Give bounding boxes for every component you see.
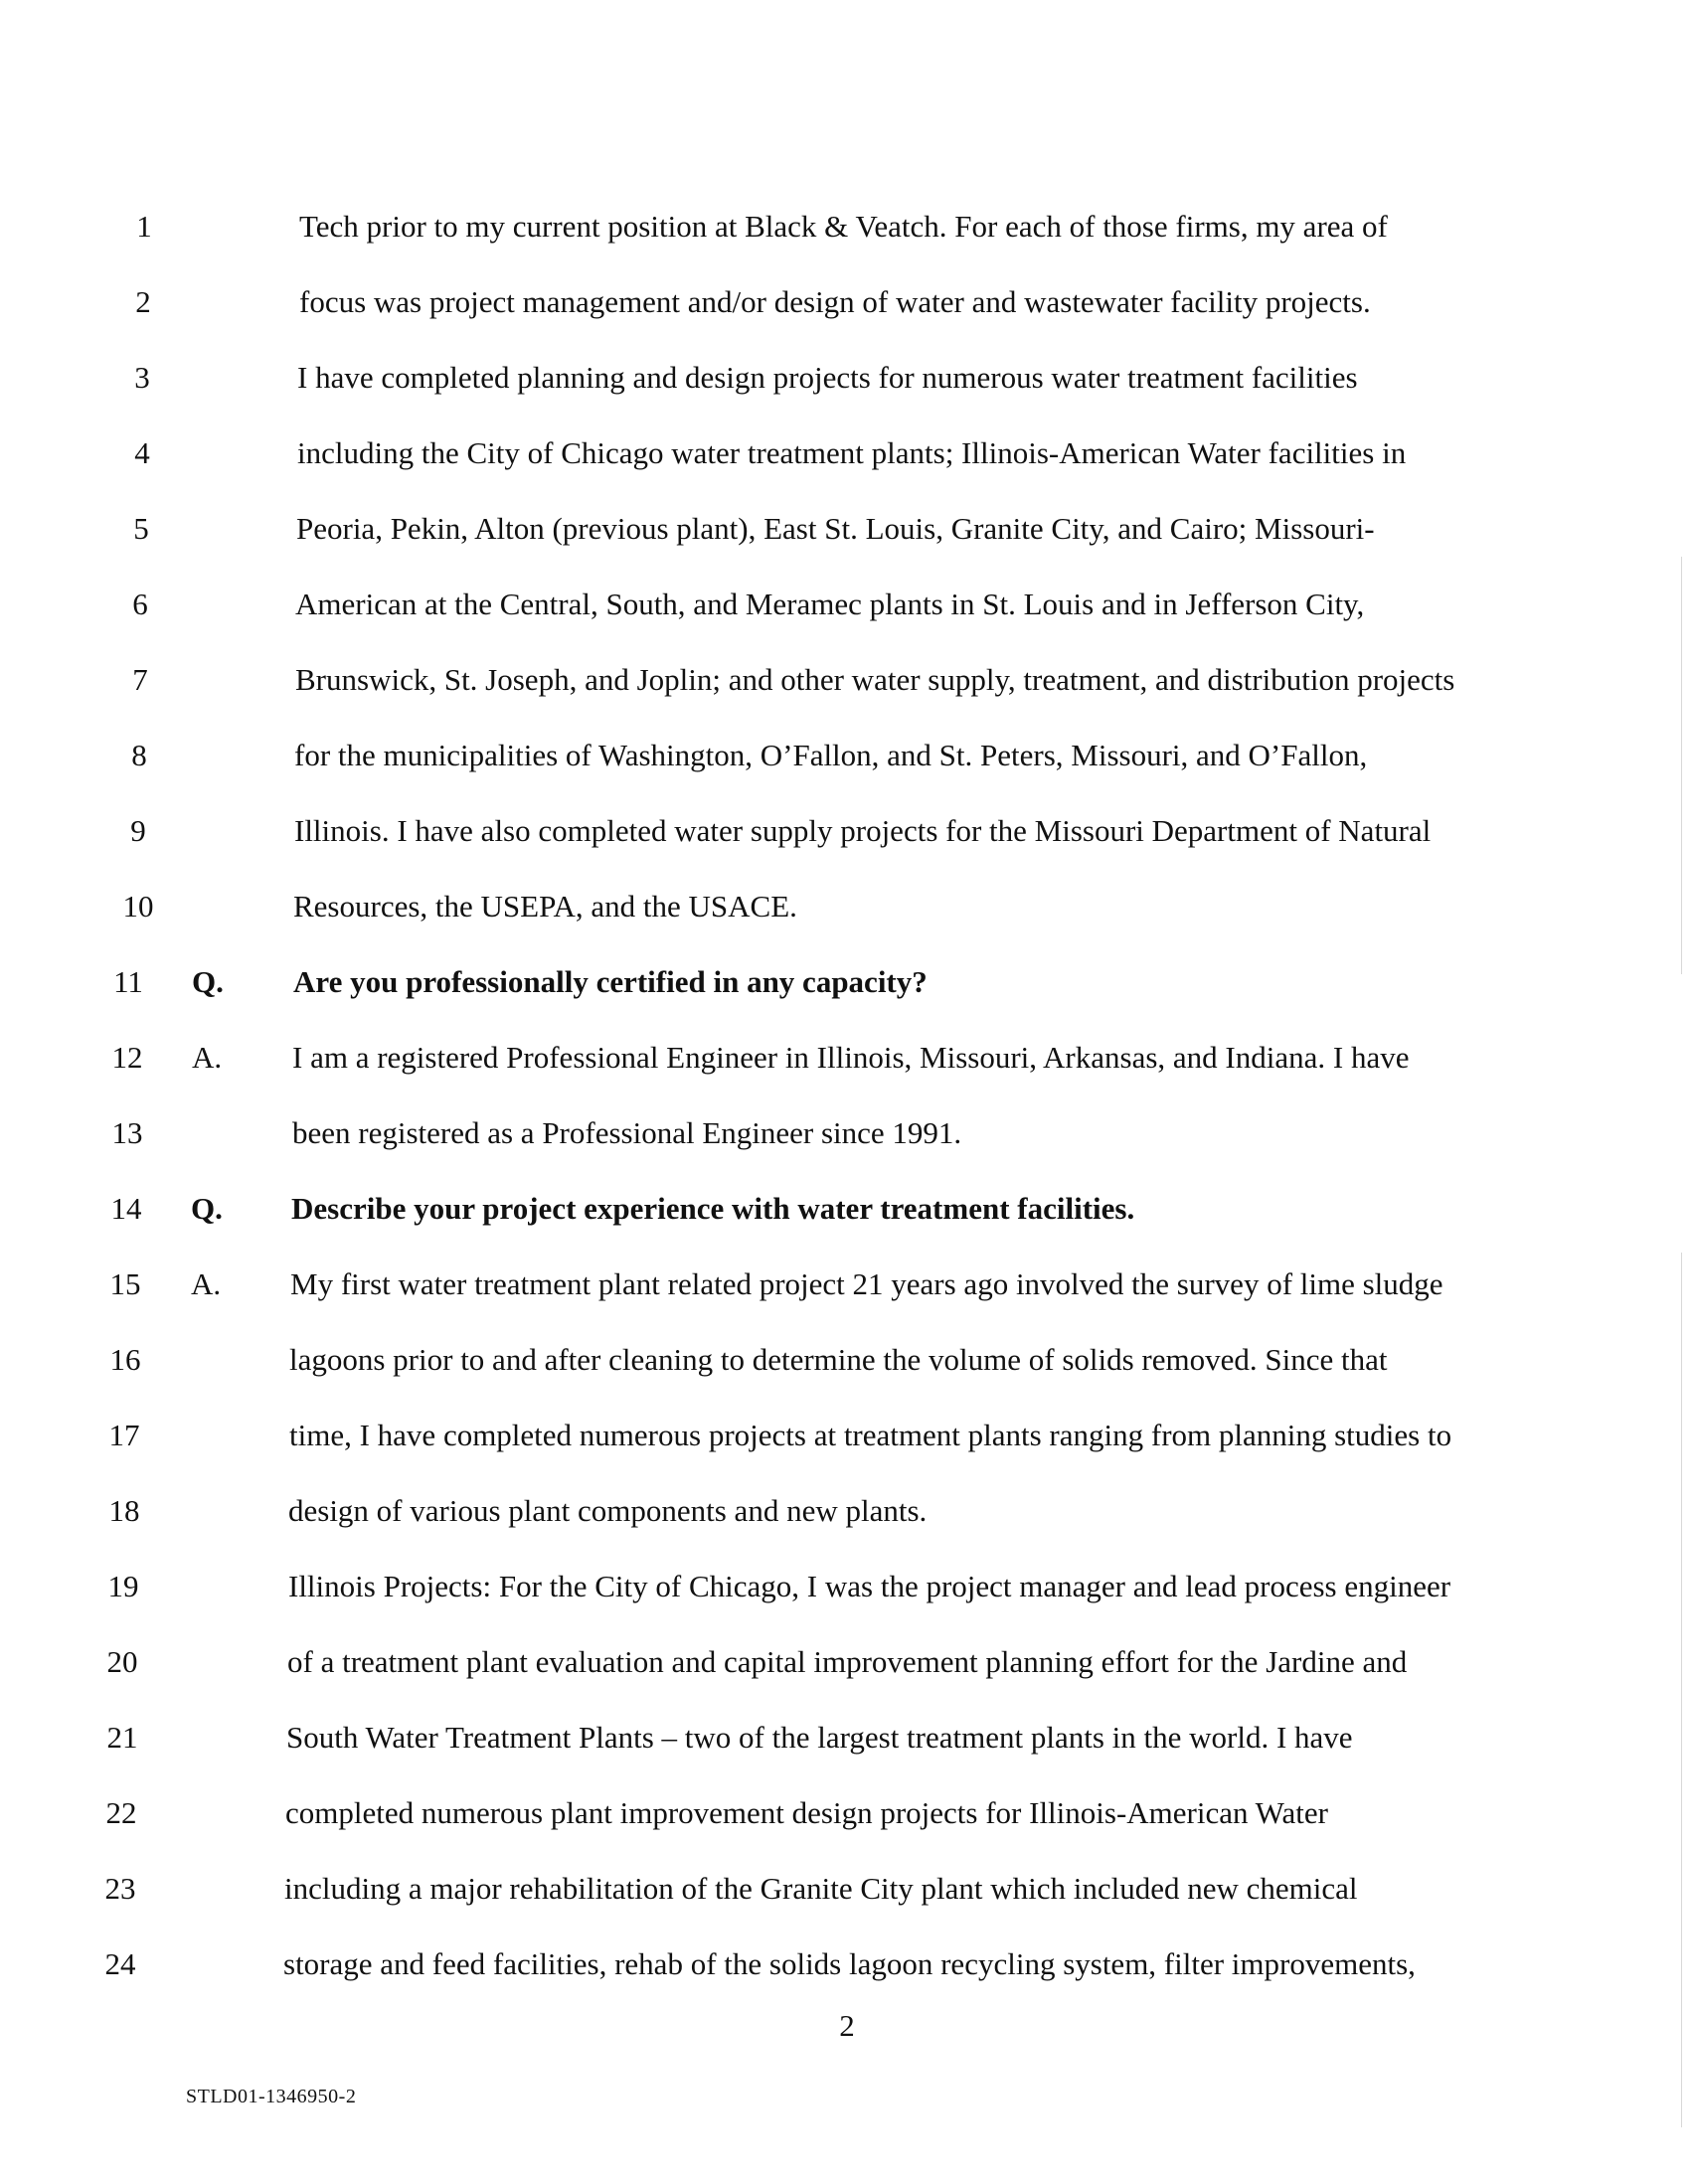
pleading-line-23: [0, 1851, 1694, 1927]
line-text: completed numerous plant improvement design projects for Illinois-American Water: [285, 1795, 1328, 1830]
line-number: 17: [108, 1418, 140, 1452]
line-text: I am a registered Professional Engineer in Illinois, Missouri, Arkansas, and Indiana. I have: [292, 1040, 1410, 1075]
line-text: My first water treatment plant related project 21 years ago involved the survey of lime sludge: [290, 1266, 1443, 1301]
line-text: South Water Treatment Plants – two of the largest treatment plants in the world. I have: [286, 1720, 1353, 1755]
qa-marker: A.: [192, 1040, 223, 1075]
line-text: Peoria, Pekin, Alton (previous plant), East St. Louis, Granite City, and Cairo; Missouri-: [296, 511, 1375, 546]
line-number: 24: [104, 1946, 136, 1981]
pleading-line-12: [0, 1020, 1694, 1095]
qa-marker: Q.: [191, 1191, 223, 1226]
line-text: focus was project management and/or design of water and wastewater facility projects.: [299, 284, 1371, 319]
pleading-line-7: [0, 642, 1694, 718]
line-number: 20: [106, 1644, 138, 1679]
pleading-line-2: [0, 264, 1694, 340]
line-number: 15: [109, 1266, 141, 1301]
line-number: 12: [111, 1040, 143, 1075]
pleading-line-24: [0, 1927, 1694, 2002]
line-text: I have completed planning and design projects for numerous water treatment facilities: [297, 360, 1358, 395]
pleading-line-11: [0, 944, 1694, 1020]
line-text: Are you professionally certified in any capacity?: [293, 964, 928, 999]
line-number: 2: [135, 284, 151, 319]
pleading-line-13: [0, 1095, 1694, 1171]
qa-marker: A.: [191, 1266, 222, 1301]
line-text: Resources, the USEPA, and the USACE.: [293, 889, 797, 924]
pleading-line-19: [0, 1549, 1694, 1624]
line-number: 14: [110, 1191, 142, 1226]
line-text: design of various plant components and new plants.: [288, 1493, 928, 1528]
line-text: for the municipalities of Washington, O’Fallon, and St. Peters, Missouri, and O’Fallon,: [294, 738, 1368, 772]
pleading-line-10: [0, 869, 1694, 944]
line-number: 8: [131, 738, 147, 772]
line-number: 13: [111, 1115, 143, 1150]
line-text: Describe your project experience with water treatment facilities.: [291, 1191, 1135, 1226]
pleading-line-16: [0, 1322, 1694, 1398]
line-number: 19: [107, 1569, 139, 1603]
line-text: Illinois Projects: For the City of Chicago, I was the project manager and lead process engineer: [288, 1569, 1451, 1603]
pleading-line-18: [0, 1473, 1694, 1549]
line-text: including a major rehabilitation of the Granite City plant which included new chemical: [284, 1871, 1358, 1906]
pleading-line-6: [0, 567, 1694, 642]
line-number: 21: [106, 1720, 138, 1755]
pleading-line-21: [0, 1700, 1694, 1775]
page-number: 2: [839, 2008, 855, 2043]
line-number: 3: [134, 360, 150, 395]
line-text: Tech prior to my current position at Black & Veatch. For each of those firms, my area of: [299, 209, 1388, 244]
pleading-line-14: [0, 1171, 1694, 1247]
line-text: storage and feed facilities, rehab of the solids lagoon recycling system, filter improvements,: [283, 1946, 1416, 1981]
line-text: of a treatment plant evaluation and capital improvement planning effort for the Jardine and: [287, 1644, 1408, 1679]
pleading-line-22: [0, 1775, 1694, 1851]
line-number: 5: [133, 511, 149, 546]
line-number: 1: [136, 209, 152, 244]
qa-marker: Q.: [192, 964, 224, 999]
line-text: lagoons prior to and after cleaning to determine the volume of solids removed. Since that: [289, 1342, 1388, 1377]
pleading-line-8: [0, 718, 1694, 793]
line-number: 11: [113, 964, 143, 999]
line-number: 10: [122, 889, 154, 924]
line-number: 6: [132, 587, 148, 621]
line-number: 9: [130, 813, 146, 848]
line-text: including the City of Chicago water treatment plants; Illinois-American Water facilities in: [297, 435, 1407, 470]
pleading-line-3: [0, 340, 1694, 416]
scan-edge-artifact: [1681, 1253, 1682, 2127]
line-text: American at the Central, South, and Meramec plants in St. Louis and in Jefferson City,: [295, 587, 1365, 621]
line-number: 16: [109, 1342, 141, 1377]
pleading-line-15: [0, 1247, 1694, 1322]
line-number: 23: [104, 1871, 136, 1906]
pleading-line-9: [0, 793, 1694, 869]
pleading-line-5: [0, 491, 1694, 567]
scan-edge-artifact: [1681, 557, 1682, 974]
pleading-line-4: [0, 416, 1694, 491]
line-text: Illinois. I have also completed water supply projects for the Missouri Department of Natural: [294, 813, 1432, 848]
pleading-line-1: [0, 189, 1694, 264]
line-number: 22: [105, 1795, 137, 1830]
line-number: 7: [132, 662, 148, 697]
line-text: time, I have completed numerous projects at treatment plants ranging from planning studies to: [289, 1418, 1452, 1452]
line-text: been registered as a Professional Engineer since 1991.: [292, 1115, 962, 1150]
document-id: STLD01-1346950-2: [186, 2086, 357, 2107]
line-number: 4: [134, 435, 150, 470]
line-text: Brunswick, St. Joseph, and Joplin; and other water supply, treatment, and distribution projects: [295, 662, 1455, 697]
pleading-line-20: [0, 1624, 1694, 1700]
pleading-line-17: [0, 1398, 1694, 1473]
line-number: 18: [108, 1493, 140, 1528]
